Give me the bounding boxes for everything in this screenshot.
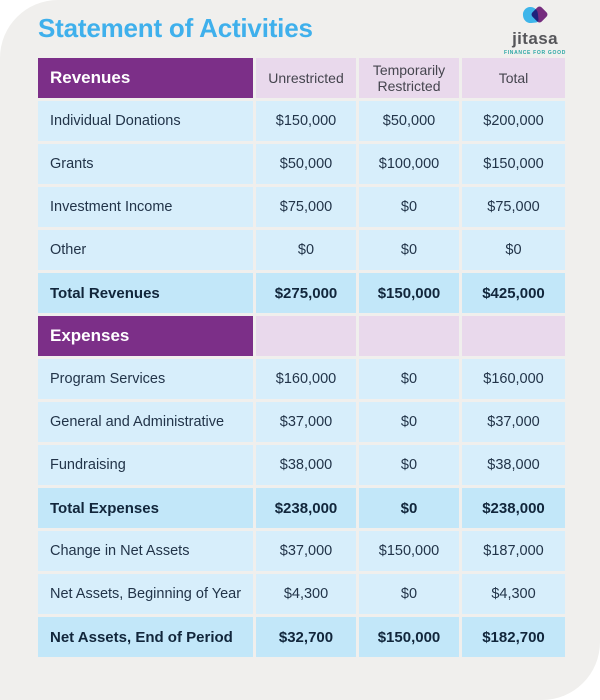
value-cell: $0 xyxy=(359,488,459,528)
value-cell: $100,000 xyxy=(359,144,459,184)
value-cell: $37,000 xyxy=(462,402,565,442)
row-label-cell: Net Assets, End of Period xyxy=(38,617,253,657)
logo-tagline: FINANCE FOR GOOD xyxy=(503,50,567,56)
value-cell: $75,000 xyxy=(256,187,356,227)
value-cell: $275,000 xyxy=(256,273,356,313)
value-cell: $425,000 xyxy=(462,273,565,313)
column-header-unrestricted: Unrestricted xyxy=(256,58,356,98)
section-header-cell: Expenses xyxy=(38,316,253,356)
value-cell: $37,000 xyxy=(256,531,356,571)
value-cell: $150,000 xyxy=(256,101,356,141)
value-cell: $0 xyxy=(256,230,356,270)
row-label-cell: Individual Donations xyxy=(38,101,253,141)
value-cell: $50,000 xyxy=(256,144,356,184)
value-cell: $200,000 xyxy=(462,101,565,141)
value-cell: $160,000 xyxy=(462,359,565,399)
value-cell: $4,300 xyxy=(256,574,356,614)
section-empty-cell xyxy=(359,316,459,356)
row-label-cell: Fundraising xyxy=(38,445,253,485)
value-cell: $182,700 xyxy=(462,617,565,657)
value-cell: $150,000 xyxy=(359,273,459,313)
jitasa-logo xyxy=(494,5,576,56)
section-empty-cell xyxy=(462,316,565,356)
row-label-cell: General and Administrative xyxy=(38,402,253,442)
value-cell: $238,000 xyxy=(256,488,356,528)
value-cell: $0 xyxy=(359,230,459,270)
value-cell: $187,000 xyxy=(462,531,565,571)
row-label-cell: Total Expenses xyxy=(38,488,253,528)
value-cell: $150,000 xyxy=(359,617,459,657)
row-label-cell: Program Services xyxy=(38,359,253,399)
value-cell: $75,000 xyxy=(462,187,565,227)
value-cell: $0 xyxy=(462,230,565,270)
logo-wordmark: jitasa xyxy=(512,29,558,48)
value-cell: $0 xyxy=(359,187,459,227)
section-header-revenues: Revenues xyxy=(38,58,253,98)
row-label-cell: Total Revenues xyxy=(38,273,253,313)
value-cell: $4,300 xyxy=(462,574,565,614)
value-cell: $50,000 xyxy=(359,101,459,141)
value-cell: $238,000 xyxy=(462,488,565,528)
section-empty-cell xyxy=(256,316,356,356)
value-cell: $150,000 xyxy=(359,531,459,571)
value-cell: $38,000 xyxy=(256,445,356,485)
value-cell: $0 xyxy=(359,402,459,442)
value-cell: $160,000 xyxy=(256,359,356,399)
value-cell: $0 xyxy=(359,445,459,485)
row-label-cell: Investment Income xyxy=(38,187,253,227)
value-cell: $0 xyxy=(359,574,459,614)
value-cell: $38,000 xyxy=(462,445,565,485)
column-header-temporarily-restricted: Temporarily Restricted xyxy=(359,58,459,98)
value-cell: $32,700 xyxy=(256,617,356,657)
value-cell: $150,000 xyxy=(462,144,565,184)
row-label-cell: Other xyxy=(38,230,253,270)
value-cell: $37,000 xyxy=(256,402,356,442)
column-header-total: Total xyxy=(462,58,565,98)
page-title: Statement of Activities xyxy=(38,13,313,43)
statement-table xyxy=(38,58,565,657)
row-label-cell: Grants xyxy=(38,144,253,184)
value-cell: $0 xyxy=(359,359,459,399)
row-label-cell: Net Assets, Beginning of Year xyxy=(38,574,253,614)
jitasa-logo-icon xyxy=(519,5,551,29)
row-label-cell: Change in Net Assets xyxy=(38,531,253,571)
